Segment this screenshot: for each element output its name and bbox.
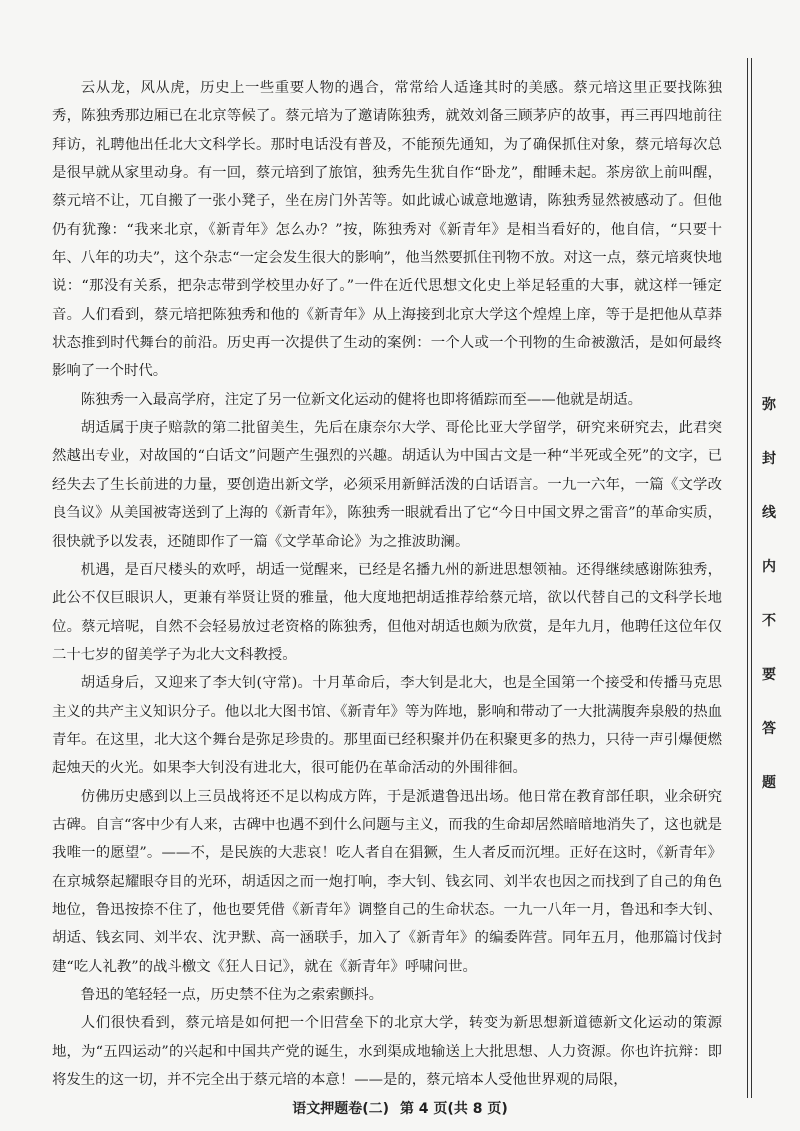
paragraph: 鲁迅的笔轻轻一点，历史禁不住为之索索颤抖。 (80, 987, 384, 1003)
seal-char: 弥 (762, 397, 776, 413)
seal-line-inner (751, 58, 752, 1098)
seal-char: 封 (762, 451, 776, 467)
page-number: 第 4 页(共 8 页) (399, 1101, 508, 1117)
seal-line-outer (747, 58, 748, 1098)
seal-char: 要 (762, 667, 776, 683)
paragraph: 仿佛历史感到以上三员战将还不足以构成方阵，于是派遣鲁迅出场。他日常在教育部任职，业余研究古碑。自言“客中少有人来，古碑中也遇不到什么问题与主义，而我的生命却居然暗暗地消失了，这也就是我唯一的愿望”。——不，是民族的大悲哀！吃人者自在猖獗，生人者反而沉埋。正好在这时，《新青年》在京城祭起耀眼夺目的光环，胡适因之而一炮打响，李大钊、钱玄同、刘半农也因之而找到了自己的角色地位，鲁迅按捺不住了，他也要凭借《新青年》调整自己的生命状态。一九一八年一月，鲁迅和李大钊、胡适、钱玄同、刘半农、沈尹默、高一涵联手，加入了《新青年》的编委阵营。同年五月，他那篇讨伐封建“吃人礼教”的战斗檄文《狂人日记》，就在《新青年》呼啸问世。 (52, 788, 722, 975)
seal-char: 题 (762, 775, 776, 791)
seal-char: 内 (762, 559, 776, 575)
paragraph: 人们很快看到，蔡元培是如何把一个旧营垒下的北京大学，转变为新思想新道德新文化运动的策源地，为“五四运动”的兴起和中国共产党的诞生，水到渠成地输送上大批思想、人力资源。你也许抗辩：即将发生的这一切，并不完全出于蔡元培的本意！——是的，蔡元培本人受他世界观的局限， (52, 1015, 722, 1089)
paper-title: 语文押题卷(二) (292, 1101, 390, 1117)
paragraph: 胡适身后，又迎来了李大钊(守常)。十月革命后，李大钊是北大，也是全国第一个接受和传播马克思主义的共产主义知识分子。他以北大图书馆、《新青年》等为阵地，影响和带动了一大批满腹奔泉般的热血青年。在这里，北大这个舞台是弥足珍贵的。那里面已经积聚并仍在积聚更多的热力，只待一声引爆便燃起烛天的火光。如果李大钊没有进北大，很可能仍在革命活动的外围徘徊。 (52, 675, 722, 777)
paragraph: 机遇，是百尺楼头的欢呼，胡适一觉醒来，已经是名播九州的新进思想领袖。还得继续感谢陈独秀，此公不仅巨眼识人，更兼有举贤让贤的雅量，他大度地把胡适推荐给蔡元培，欲以代替自己的文科学长地位。蔡元培呢，自然不会轻易放过老资格的陈独秀，但他对胡适也颇为欣赏，是年九月，他聘任这位年仅二十七岁的留美学子为北大文科教授。 (52, 561, 722, 663)
passage-body (52, 74, 722, 1094)
seal-char: 线 (762, 505, 776, 521)
page-footer (0, 1098, 800, 1118)
seal-char: 答 (762, 721, 776, 737)
paragraph: 陈独秀一入最高学府，注定了另一位新文化运动的健将也即将循踪而至——他就是胡适。 (80, 391, 643, 408)
seal-char: 不 (762, 613, 776, 629)
paragraph: 胡适属于庚子赔款的第二批留美生，先后在康奈尔大学、哥伦比亚大学留学，研究来研究去，此君突然越出专业，对故国的“白话文”问题产生强烈的兴趣。胡适认为中国古文是一种“半死或全死”的文字，已经失去了生长前进的力量，要创造出新文学，必须采用新鲜活泼的白话语言。一九一六年，一篇《文学改良刍议》从美国被寄送到了上海的《新青年》，陈独秀一眼就看出了它“今日中国文界之雷音”的革命实质，很快就予以发表，还随即作了一篇《文学革命论》为之推波助澜。 (52, 420, 722, 550)
paragraph: 云从龙，风从虎，历史上一些重要人物的遇合，常常给人适逢其时的美感。蔡元培这里正要找陈独秀，陈独秀那边厢已在北京等候了。蔡元培为了邀请陈独秀，就效刘备三顾茅庐的故事，再三再四地前往拜访，礼聘他出任北大文科学长。那时电话没有普及，不能预先通知，为了确保抓住对象，蔡元培每次总是很早就从家里动身。有一回，蔡元培到了旅馆，独秀先生犹自作“卧龙”，酣睡未起。茶房欲上前叫醒，蔡元培不让，兀自搬了一张小凳子，坐在房门外苦等。如此诚心诚意地邀请，陈独秀显然被感动了。但他仍有犹豫：“我来北京，《新青年》怎么办？”按，陈独秀对《新青年》是相当看好的，他自信，“只要十年、八年的功夫”，这个杂志“一定会发生很大的影响”，他当然要抓住刊物不放。对这一点，蔡元培爽快地说：“那没有关系，把杂志带到学校里办好了。”一件在近代思想文化史上举足轻重的大事，就这样一锤定音。人们看到，蔡元培把陈独秀和他的《新青年》从上海接到北京大学这个煌煌上庠，等于是把他从草莽状态推到时代舞台的前沿。历史再一次提供了生动的案例：一个人或一个刊物的生命被激活，是如何最终影响了一个时代。 (52, 80, 722, 380)
seal-line-notice (755, 398, 783, 830)
